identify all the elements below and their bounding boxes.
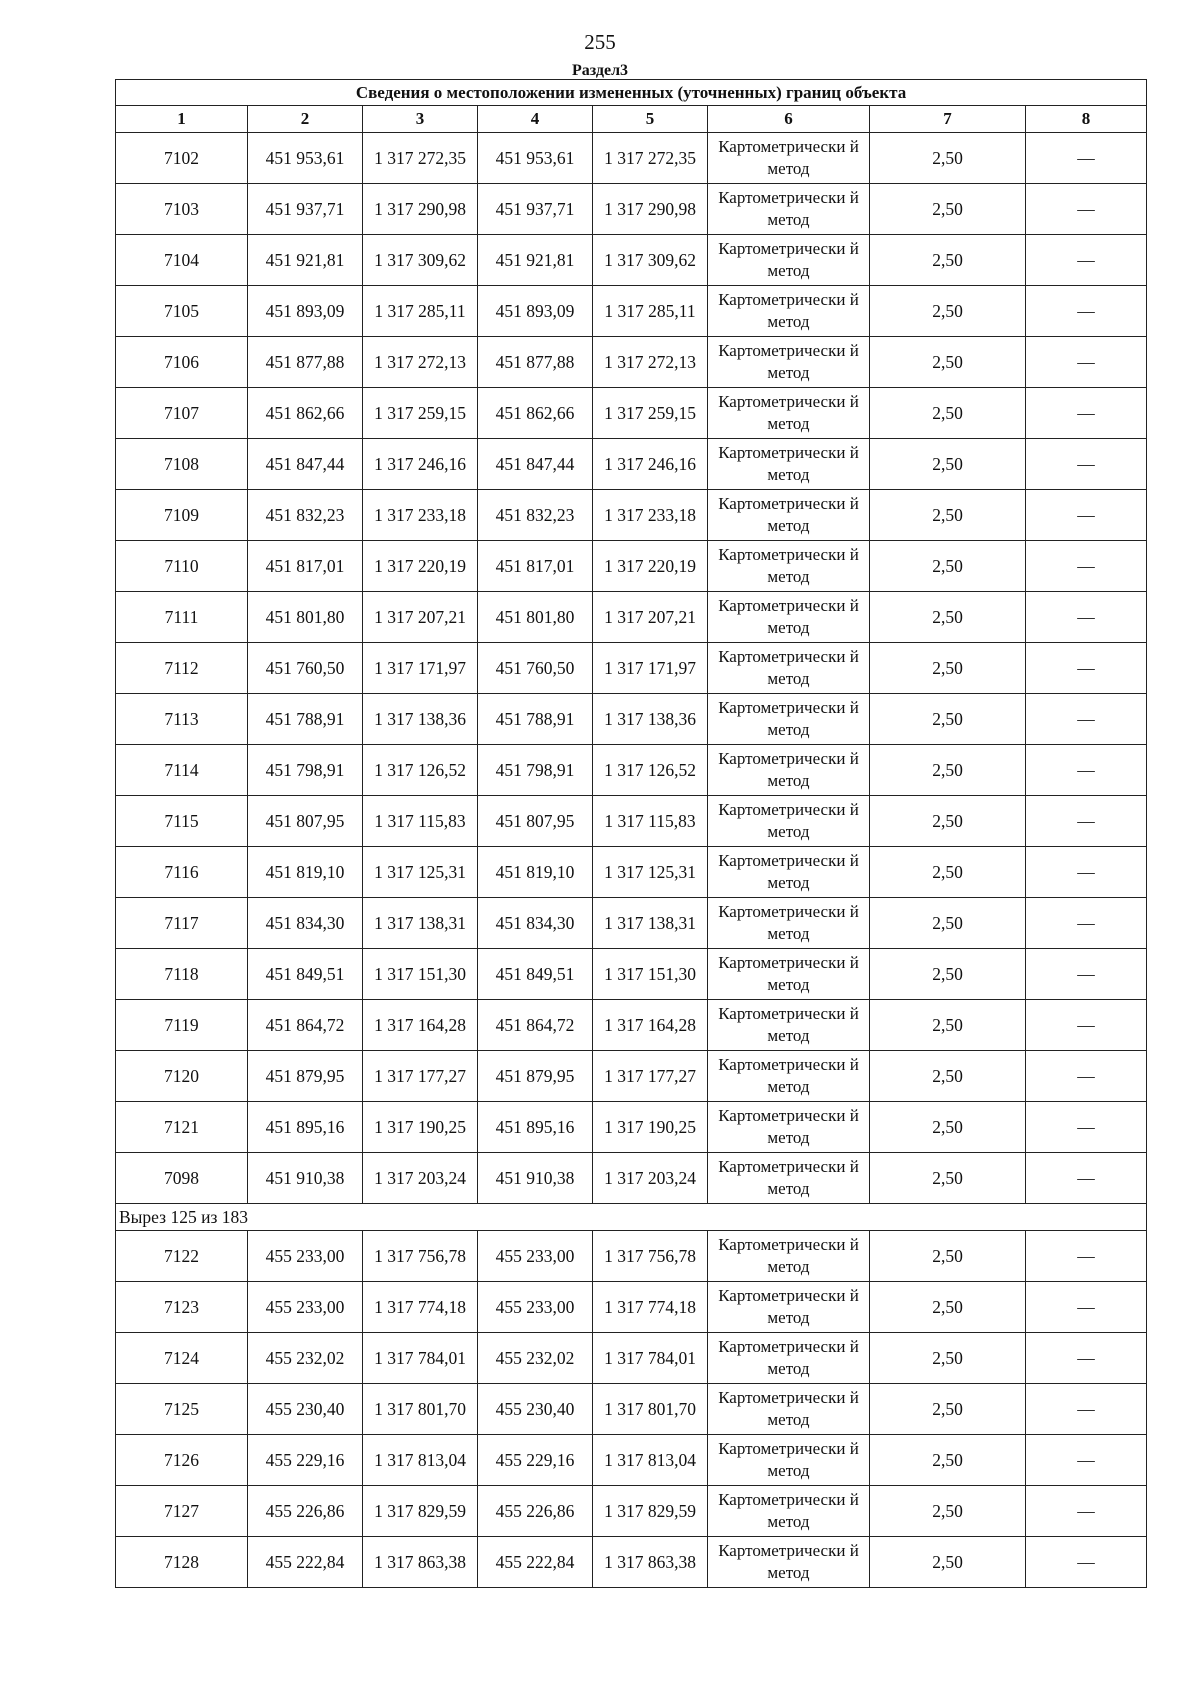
x-coordinate-refined-cell: 455 229,16 bbox=[478, 1435, 593, 1486]
y-coordinate-refined-cell: 1 317 272,13 bbox=[593, 337, 708, 388]
accuracy-cell: 2,50 bbox=[870, 490, 1026, 541]
accuracy-cell: 2,50 bbox=[870, 133, 1026, 184]
note-cell: — bbox=[1026, 235, 1147, 286]
point-number-cell: 7128 bbox=[116, 1537, 248, 1588]
table-row bbox=[116, 949, 1147, 1000]
column-number: 8 bbox=[1026, 106, 1147, 133]
column-number: 2 bbox=[248, 106, 363, 133]
x-coordinate-existing-cell: 451 760,50 bbox=[248, 643, 363, 694]
note-cell: — bbox=[1026, 1153, 1147, 1204]
x-coordinate-existing-cell: 451 910,38 bbox=[248, 1153, 363, 1204]
accuracy-cell: 2,50 bbox=[870, 898, 1026, 949]
y-coordinate-refined-cell: 1 317 813,04 bbox=[593, 1435, 708, 1486]
table-row bbox=[116, 133, 1147, 184]
point-number-cell: 7124 bbox=[116, 1333, 248, 1384]
table-row bbox=[116, 1153, 1147, 1204]
group-header-row bbox=[116, 1204, 1147, 1231]
x-coordinate-existing-cell: 451 895,16 bbox=[248, 1102, 363, 1153]
method-cell: Картометрически й метод bbox=[708, 1231, 870, 1282]
x-coordinate-existing-cell: 451 817,01 bbox=[248, 541, 363, 592]
point-number-cell: 7126 bbox=[116, 1435, 248, 1486]
y-coordinate-existing-cell: 1 317 125,31 bbox=[363, 847, 478, 898]
table-row bbox=[116, 235, 1147, 286]
note-cell: — bbox=[1026, 592, 1147, 643]
accuracy-cell: 2,50 bbox=[870, 388, 1026, 439]
method-cell: Картометрически й метод bbox=[708, 592, 870, 643]
x-coordinate-refined-cell: 451 862,66 bbox=[478, 388, 593, 439]
method-cell: Картометрически й метод bbox=[708, 388, 870, 439]
accuracy-cell: 2,50 bbox=[870, 337, 1026, 388]
note-cell: — bbox=[1026, 694, 1147, 745]
point-number-cell: 7108 bbox=[116, 439, 248, 490]
accuracy-cell: 2,50 bbox=[870, 1102, 1026, 1153]
point-number-cell: 7098 bbox=[116, 1153, 248, 1204]
x-coordinate-refined-cell: 455 230,40 bbox=[478, 1384, 593, 1435]
y-coordinate-refined-cell: 1 317 115,83 bbox=[593, 796, 708, 847]
accuracy-cell: 2,50 bbox=[870, 184, 1026, 235]
accuracy-cell: 2,50 bbox=[870, 694, 1026, 745]
point-number-cell: 7121 bbox=[116, 1102, 248, 1153]
y-coordinate-existing-cell: 1 317 801,70 bbox=[363, 1384, 478, 1435]
column-number: 4 bbox=[478, 106, 593, 133]
point-number-cell: 7110 bbox=[116, 541, 248, 592]
y-coordinate-refined-cell: 1 317 801,70 bbox=[593, 1384, 708, 1435]
x-coordinate-existing-cell: 455 226,86 bbox=[248, 1486, 363, 1537]
y-coordinate-existing-cell: 1 317 177,27 bbox=[363, 1051, 478, 1102]
y-coordinate-existing-cell: 1 317 863,38 bbox=[363, 1537, 478, 1588]
note-cell: — bbox=[1026, 1435, 1147, 1486]
table-row bbox=[116, 184, 1147, 235]
note-cell: — bbox=[1026, 133, 1147, 184]
x-coordinate-refined-cell: 451 849,51 bbox=[478, 949, 593, 1000]
x-coordinate-refined-cell: 451 798,91 bbox=[478, 745, 593, 796]
accuracy-cell: 2,50 bbox=[870, 286, 1026, 337]
x-coordinate-refined-cell: 451 879,95 bbox=[478, 1051, 593, 1102]
method-cell: Картометрически й метод bbox=[708, 1435, 870, 1486]
table-row bbox=[116, 796, 1147, 847]
table-row bbox=[116, 1000, 1147, 1051]
page-number: 255 bbox=[584, 30, 616, 54]
point-number-cell: 7105 bbox=[116, 286, 248, 337]
point-number-cell: 7115 bbox=[116, 796, 248, 847]
y-coordinate-existing-cell: 1 317 272,13 bbox=[363, 337, 478, 388]
y-coordinate-refined-cell: 1 317 309,62 bbox=[593, 235, 708, 286]
y-coordinate-refined-cell: 1 317 829,59 bbox=[593, 1486, 708, 1537]
section-title: Раздел3 bbox=[571, 62, 629, 79]
note-cell: — bbox=[1026, 745, 1147, 796]
accuracy-cell: 2,50 bbox=[870, 1333, 1026, 1384]
accuracy-cell: 2,50 bbox=[870, 1051, 1026, 1102]
y-coordinate-refined-cell: 1 317 290,98 bbox=[593, 184, 708, 235]
y-coordinate-refined-cell: 1 317 190,25 bbox=[593, 1102, 708, 1153]
table-row bbox=[116, 592, 1147, 643]
table-row bbox=[116, 541, 1147, 592]
x-coordinate-refined-cell: 451 937,71 bbox=[478, 184, 593, 235]
x-coordinate-refined-cell: 451 921,81 bbox=[478, 235, 593, 286]
x-coordinate-existing-cell: 451 807,95 bbox=[248, 796, 363, 847]
column-number: 1 bbox=[116, 106, 248, 133]
note-cell: — bbox=[1026, 1102, 1147, 1153]
table-caption: Сведения о местоположении измененных (уточненных) границ объекта bbox=[116, 80, 1147, 106]
x-coordinate-refined-cell: 451 760,50 bbox=[478, 643, 593, 694]
method-cell: Картометрически й метод bbox=[708, 286, 870, 337]
y-coordinate-refined-cell: 1 317 246,16 bbox=[593, 439, 708, 490]
point-number-cell: 7111 bbox=[116, 592, 248, 643]
note-cell: — bbox=[1026, 490, 1147, 541]
x-coordinate-refined-cell: 451 910,38 bbox=[478, 1153, 593, 1204]
point-number-cell: 7109 bbox=[116, 490, 248, 541]
method-cell: Картометрически й метод bbox=[708, 1000, 870, 1051]
method-cell: Картометрически й метод bbox=[708, 133, 870, 184]
y-coordinate-existing-cell: 1 317 171,97 bbox=[363, 643, 478, 694]
method-cell: Картометрически й метод bbox=[708, 184, 870, 235]
column-number: 6 bbox=[708, 106, 870, 133]
note-cell: — bbox=[1026, 898, 1147, 949]
table-row bbox=[116, 1282, 1147, 1333]
table-row bbox=[116, 694, 1147, 745]
x-coordinate-existing-cell: 455 232,02 bbox=[248, 1333, 363, 1384]
table-row bbox=[116, 388, 1147, 439]
table-row bbox=[116, 1333, 1147, 1384]
note-cell: — bbox=[1026, 1000, 1147, 1051]
x-coordinate-refined-cell: 451 895,16 bbox=[478, 1102, 593, 1153]
note-cell: — bbox=[1026, 184, 1147, 235]
accuracy-cell: 2,50 bbox=[870, 1537, 1026, 1588]
accuracy-cell: 2,50 bbox=[870, 439, 1026, 490]
boundary-coordinates-table bbox=[115, 79, 1147, 1588]
x-coordinate-refined-cell: 451 788,91 bbox=[478, 694, 593, 745]
note-cell: — bbox=[1026, 1282, 1147, 1333]
x-coordinate-existing-cell: 451 879,95 bbox=[248, 1051, 363, 1102]
x-coordinate-existing-cell: 451 921,81 bbox=[248, 235, 363, 286]
method-cell: Картометрически й метод bbox=[708, 541, 870, 592]
point-number-cell: 7117 bbox=[116, 898, 248, 949]
x-coordinate-refined-cell: 451 834,30 bbox=[478, 898, 593, 949]
accuracy-cell: 2,50 bbox=[870, 541, 1026, 592]
method-cell: Картометрически й метод bbox=[708, 745, 870, 796]
point-number-cell: 7127 bbox=[116, 1486, 248, 1537]
x-coordinate-existing-cell: 451 937,71 bbox=[248, 184, 363, 235]
x-coordinate-refined-cell: 451 847,44 bbox=[478, 439, 593, 490]
y-coordinate-refined-cell: 1 317 233,18 bbox=[593, 490, 708, 541]
column-number: 3 bbox=[363, 106, 478, 133]
column-number: 7 bbox=[870, 106, 1026, 133]
accuracy-cell: 2,50 bbox=[870, 745, 1026, 796]
x-coordinate-existing-cell: 451 862,66 bbox=[248, 388, 363, 439]
y-coordinate-existing-cell: 1 317 207,21 bbox=[363, 592, 478, 643]
y-coordinate-existing-cell: 1 317 756,78 bbox=[363, 1231, 478, 1282]
accuracy-cell: 2,50 bbox=[870, 643, 1026, 694]
x-coordinate-existing-cell: 451 834,30 bbox=[248, 898, 363, 949]
x-coordinate-refined-cell: 451 877,88 bbox=[478, 337, 593, 388]
method-cell: Картометрически й метод bbox=[708, 439, 870, 490]
table-row bbox=[116, 1102, 1147, 1153]
method-cell: Картометрически й метод bbox=[708, 694, 870, 745]
y-coordinate-refined-cell: 1 317 126,52 bbox=[593, 745, 708, 796]
table-row bbox=[116, 490, 1147, 541]
accuracy-cell: 2,50 bbox=[870, 1000, 1026, 1051]
accuracy-cell: 2,50 bbox=[870, 847, 1026, 898]
method-cell: Картометрически й метод bbox=[708, 1153, 870, 1204]
x-coordinate-existing-cell: 451 864,72 bbox=[248, 1000, 363, 1051]
note-cell: — bbox=[1026, 796, 1147, 847]
note-cell: — bbox=[1026, 286, 1147, 337]
x-coordinate-refined-cell: 455 222,84 bbox=[478, 1537, 593, 1588]
y-coordinate-existing-cell: 1 317 126,52 bbox=[363, 745, 478, 796]
y-coordinate-refined-cell: 1 317 774,18 bbox=[593, 1282, 708, 1333]
table-row bbox=[116, 847, 1147, 898]
method-cell: Картометрически й метод bbox=[708, 1282, 870, 1333]
accuracy-cell: 2,50 bbox=[870, 592, 1026, 643]
table-row bbox=[116, 1051, 1147, 1102]
table-row bbox=[116, 439, 1147, 490]
method-cell: Картометрически й метод bbox=[708, 1384, 870, 1435]
point-number-cell: 7107 bbox=[116, 388, 248, 439]
x-coordinate-existing-cell: 455 230,40 bbox=[248, 1384, 363, 1435]
table-row bbox=[116, 1231, 1147, 1282]
note-cell: — bbox=[1026, 643, 1147, 694]
y-coordinate-existing-cell: 1 317 774,18 bbox=[363, 1282, 478, 1333]
accuracy-cell: 2,50 bbox=[870, 1435, 1026, 1486]
y-coordinate-refined-cell: 1 317 125,31 bbox=[593, 847, 708, 898]
accuracy-cell: 2,50 bbox=[870, 235, 1026, 286]
point-number-cell: 7103 bbox=[116, 184, 248, 235]
x-coordinate-existing-cell: 451 801,80 bbox=[248, 592, 363, 643]
note-cell: — bbox=[1026, 1231, 1147, 1282]
x-coordinate-refined-cell: 455 226,86 bbox=[478, 1486, 593, 1537]
x-coordinate-existing-cell: 451 849,51 bbox=[248, 949, 363, 1000]
x-coordinate-refined-cell: 451 953,61 bbox=[478, 133, 593, 184]
x-coordinate-existing-cell: 455 233,00 bbox=[248, 1231, 363, 1282]
point-number-cell: 7122 bbox=[116, 1231, 248, 1282]
accuracy-cell: 2,50 bbox=[870, 1486, 1026, 1537]
y-coordinate-refined-cell: 1 317 784,01 bbox=[593, 1333, 708, 1384]
accuracy-cell: 2,50 bbox=[870, 1282, 1026, 1333]
y-coordinate-existing-cell: 1 317 309,62 bbox=[363, 235, 478, 286]
method-cell: Картометрически й метод bbox=[708, 1486, 870, 1537]
point-number-cell: 7113 bbox=[116, 694, 248, 745]
point-number-cell: 7120 bbox=[116, 1051, 248, 1102]
x-coordinate-existing-cell: 455 222,84 bbox=[248, 1537, 363, 1588]
x-coordinate-existing-cell: 451 819,10 bbox=[248, 847, 363, 898]
y-coordinate-existing-cell: 1 317 190,25 bbox=[363, 1102, 478, 1153]
table-row bbox=[116, 286, 1147, 337]
x-coordinate-existing-cell: 451 788,91 bbox=[248, 694, 363, 745]
y-coordinate-existing-cell: 1 317 829,59 bbox=[363, 1486, 478, 1537]
group-label: Вырез 125 из 183 bbox=[116, 1204, 1147, 1231]
note-cell: — bbox=[1026, 337, 1147, 388]
x-coordinate-existing-cell: 451 798,91 bbox=[248, 745, 363, 796]
accuracy-cell: 2,50 bbox=[870, 949, 1026, 1000]
x-coordinate-existing-cell: 451 953,61 bbox=[248, 133, 363, 184]
x-coordinate-refined-cell: 451 807,95 bbox=[478, 796, 593, 847]
point-number-cell: 7119 bbox=[116, 1000, 248, 1051]
y-coordinate-existing-cell: 1 317 151,30 bbox=[363, 949, 478, 1000]
method-cell: Картометрически й метод bbox=[708, 847, 870, 898]
x-coordinate-refined-cell: 455 232,02 bbox=[478, 1333, 593, 1384]
method-cell: Картометрически й метод bbox=[708, 235, 870, 286]
point-number-cell: 7102 bbox=[116, 133, 248, 184]
note-cell: — bbox=[1026, 1051, 1147, 1102]
x-coordinate-refined-cell: 451 801,80 bbox=[478, 592, 593, 643]
y-coordinate-refined-cell: 1 317 259,15 bbox=[593, 388, 708, 439]
y-coordinate-refined-cell: 1 317 151,30 bbox=[593, 949, 708, 1000]
y-coordinate-existing-cell: 1 317 813,04 bbox=[363, 1435, 478, 1486]
method-cell: Картометрически й метод bbox=[708, 1102, 870, 1153]
y-coordinate-refined-cell: 1 317 756,78 bbox=[593, 1231, 708, 1282]
y-coordinate-existing-cell: 1 317 272,35 bbox=[363, 133, 478, 184]
table-row bbox=[116, 1435, 1147, 1486]
x-coordinate-existing-cell: 451 893,09 bbox=[248, 286, 363, 337]
x-coordinate-refined-cell: 451 819,10 bbox=[478, 847, 593, 898]
note-cell: — bbox=[1026, 388, 1147, 439]
accuracy-cell: 2,50 bbox=[870, 1231, 1026, 1282]
y-coordinate-existing-cell: 1 317 246,16 bbox=[363, 439, 478, 490]
point-number-cell: 7123 bbox=[116, 1282, 248, 1333]
x-coordinate-refined-cell: 451 893,09 bbox=[478, 286, 593, 337]
y-coordinate-refined-cell: 1 317 171,97 bbox=[593, 643, 708, 694]
point-number-cell: 7118 bbox=[116, 949, 248, 1000]
method-cell: Картометрически й метод bbox=[708, 1051, 870, 1102]
table-row bbox=[116, 1486, 1147, 1537]
y-coordinate-existing-cell: 1 317 138,31 bbox=[363, 898, 478, 949]
accuracy-cell: 2,50 bbox=[870, 796, 1026, 847]
note-cell: — bbox=[1026, 439, 1147, 490]
method-cell: Картометрически й метод bbox=[708, 337, 870, 388]
point-number-cell: 7114 bbox=[116, 745, 248, 796]
point-number-cell: 7104 bbox=[116, 235, 248, 286]
accuracy-cell: 2,50 bbox=[870, 1153, 1026, 1204]
table-row bbox=[116, 745, 1147, 796]
x-coordinate-existing-cell: 451 847,44 bbox=[248, 439, 363, 490]
y-coordinate-existing-cell: 1 317 220,19 bbox=[363, 541, 478, 592]
note-cell: — bbox=[1026, 1333, 1147, 1384]
table-row bbox=[116, 898, 1147, 949]
method-cell: Картометрически й метод bbox=[708, 643, 870, 694]
y-coordinate-existing-cell: 1 317 285,11 bbox=[363, 286, 478, 337]
y-coordinate-refined-cell: 1 317 285,11 bbox=[593, 286, 708, 337]
method-cell: Картометрически й метод bbox=[708, 898, 870, 949]
y-coordinate-refined-cell: 1 317 863,38 bbox=[593, 1537, 708, 1588]
table-row bbox=[116, 1384, 1147, 1435]
method-cell: Картометрически й метод bbox=[708, 1537, 870, 1588]
table-row bbox=[116, 643, 1147, 694]
x-coordinate-existing-cell: 451 832,23 bbox=[248, 490, 363, 541]
y-coordinate-existing-cell: 1 317 784,01 bbox=[363, 1333, 478, 1384]
table-row bbox=[116, 337, 1147, 388]
x-coordinate-existing-cell: 455 229,16 bbox=[248, 1435, 363, 1486]
table-body bbox=[116, 133, 1147, 1588]
y-coordinate-refined-cell: 1 317 164,28 bbox=[593, 1000, 708, 1051]
column-number-row bbox=[116, 106, 1147, 133]
y-coordinate-existing-cell: 1 317 138,36 bbox=[363, 694, 478, 745]
note-cell: — bbox=[1026, 949, 1147, 1000]
note-cell: — bbox=[1026, 847, 1147, 898]
note-cell: — bbox=[1026, 1537, 1147, 1588]
y-coordinate-existing-cell: 1 317 290,98 bbox=[363, 184, 478, 235]
x-coordinate-refined-cell: 455 233,00 bbox=[478, 1231, 593, 1282]
method-cell: Картометрически й метод bbox=[708, 949, 870, 1000]
y-coordinate-refined-cell: 1 317 207,21 bbox=[593, 592, 708, 643]
accuracy-cell: 2,50 bbox=[870, 1384, 1026, 1435]
y-coordinate-refined-cell: 1 317 220,19 bbox=[593, 541, 708, 592]
y-coordinate-existing-cell: 1 317 164,28 bbox=[363, 1000, 478, 1051]
table-row bbox=[116, 1537, 1147, 1588]
y-coordinate-refined-cell: 1 317 138,31 bbox=[593, 898, 708, 949]
y-coordinate-existing-cell: 1 317 233,18 bbox=[363, 490, 478, 541]
point-number-cell: 7116 bbox=[116, 847, 248, 898]
point-number-cell: 7125 bbox=[116, 1384, 248, 1435]
column-number: 5 bbox=[593, 106, 708, 133]
x-coordinate-refined-cell: 451 832,23 bbox=[478, 490, 593, 541]
method-cell: Картометрически й метод bbox=[708, 796, 870, 847]
y-coordinate-existing-cell: 1 317 203,24 bbox=[363, 1153, 478, 1204]
note-cell: — bbox=[1026, 1486, 1147, 1537]
x-coordinate-existing-cell: 455 233,00 bbox=[248, 1282, 363, 1333]
y-coordinate-existing-cell: 1 317 115,83 bbox=[363, 796, 478, 847]
y-coordinate-existing-cell: 1 317 259,15 bbox=[363, 388, 478, 439]
point-number-cell: 7106 bbox=[116, 337, 248, 388]
note-cell: — bbox=[1026, 541, 1147, 592]
y-coordinate-refined-cell: 1 317 138,36 bbox=[593, 694, 708, 745]
x-coordinate-refined-cell: 455 233,00 bbox=[478, 1282, 593, 1333]
y-coordinate-refined-cell: 1 317 203,24 bbox=[593, 1153, 708, 1204]
y-coordinate-refined-cell: 1 317 272,35 bbox=[593, 133, 708, 184]
method-cell: Картометрически й метод bbox=[708, 490, 870, 541]
y-coordinate-refined-cell: 1 317 177,27 bbox=[593, 1051, 708, 1102]
x-coordinate-refined-cell: 451 817,01 bbox=[478, 541, 593, 592]
note-cell: — bbox=[1026, 1384, 1147, 1435]
x-coordinate-existing-cell: 451 877,88 bbox=[248, 337, 363, 388]
x-coordinate-refined-cell: 451 864,72 bbox=[478, 1000, 593, 1051]
point-number-cell: 7112 bbox=[116, 643, 248, 694]
method-cell: Картометрически й метод bbox=[708, 1333, 870, 1384]
